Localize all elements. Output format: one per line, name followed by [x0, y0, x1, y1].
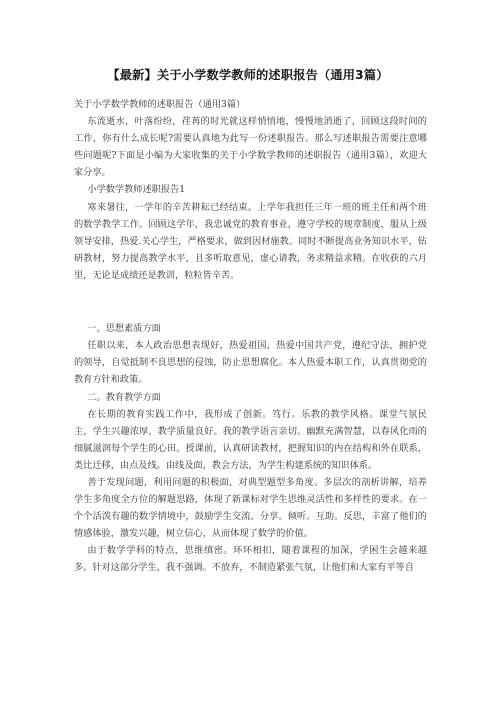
section2-paragraph-2: 善于发现问题，利用问题的积极面，对典型题型多角度。多层次的剖析讲解，培养学生多角度全方位的解题思路，体现了新课标对学生思维灵活性和多样性的要求。在一个个活泼有趣的数学情境中，鼓励学生交流。分享。倾听。互助。反思，丰富了他们的情感体验，激发兴趣，树立信心，从而体现了数学的价值。: [74, 476, 427, 540]
blank-line: [74, 301, 427, 320]
section2-paragraph-3: 由于数学学科的特点，思维缜密。环环相扣，随着课程的加深，学困生会越来越多。针对这部分学生，我不强调。不放弃，不制造紧张气氛，让他们和大家有平等自: [74, 545, 427, 574]
report1-heading: 小学数学教师述职报告1: [87, 184, 186, 196]
section1-paragraph: 任职以来，本人政治思想表现好，热爱祖国，热爱中国共产党，遵纪守法，拥护党的领导，自觉抵制不良思想的侵蚀，防止思想腐化。本人热爱本职工作，认真贯彻党的教育方针和政策。: [74, 340, 427, 386]
blank-line: [74, 284, 427, 301]
intro-paragraph: 东流逝水，叶落纷纷，荏苒的时光就这样悄悄地，慢慢地消逝了，回顾这段时间的工作，你有什么成长呢?需要认真地为此写一份述职报告。那么写述职报告需要注意哪些问题呢?下面是小编为大家收集的关于小学数学教师的述职报告（通用3篇），欢迎大家分享。: [74, 116, 427, 179]
document-title: 【最新】关于小学数学教师的述职报告（通用3篇）: [107, 68, 389, 82]
section2-heading: 二。教育教学方面: [87, 391, 161, 403]
document-body: [74, 96, 427, 577]
document-subtitle: 关于小学数学教师的述职报告（通用3篇）: [74, 99, 246, 110]
section2-paragraph-1: 在长期的教育实践工作中，我形成了创新。笃行。乐教的教学风格。课堂气氛民主，学生兴趣浓厚，教学质量良好。我的教学语言亲切。幽默充满智慧，以春风化雨的细腻滋润每个学生的心田。授课前，认真研读教材，把握知识的内在结构和外在联系，类比迁移，由点及线。由线及面，教会方法，为学生构建系统的知识体系。: [74, 408, 427, 471]
section1-heading: 一。思想素质方面: [87, 323, 161, 335]
report1-paragraph: 寒来暑往，一学年的辛苦耕耘已经结束。上学年我担任三年一班的班主任和两个班的数学教学工作。回顾这学年，我忠诚党的教育事业，遵守学校的规章制度，服从上级领导安排，热爱.关心学生，严格要求，做到因材施教。同时不断提高业务知识水平，钻研教材，努力提高教学水平，且多听取意见，虚心请教，务求精益求精。在收获的六月里，无论是成绩还是教训，粒粒皆辛苦。: [74, 201, 427, 281]
